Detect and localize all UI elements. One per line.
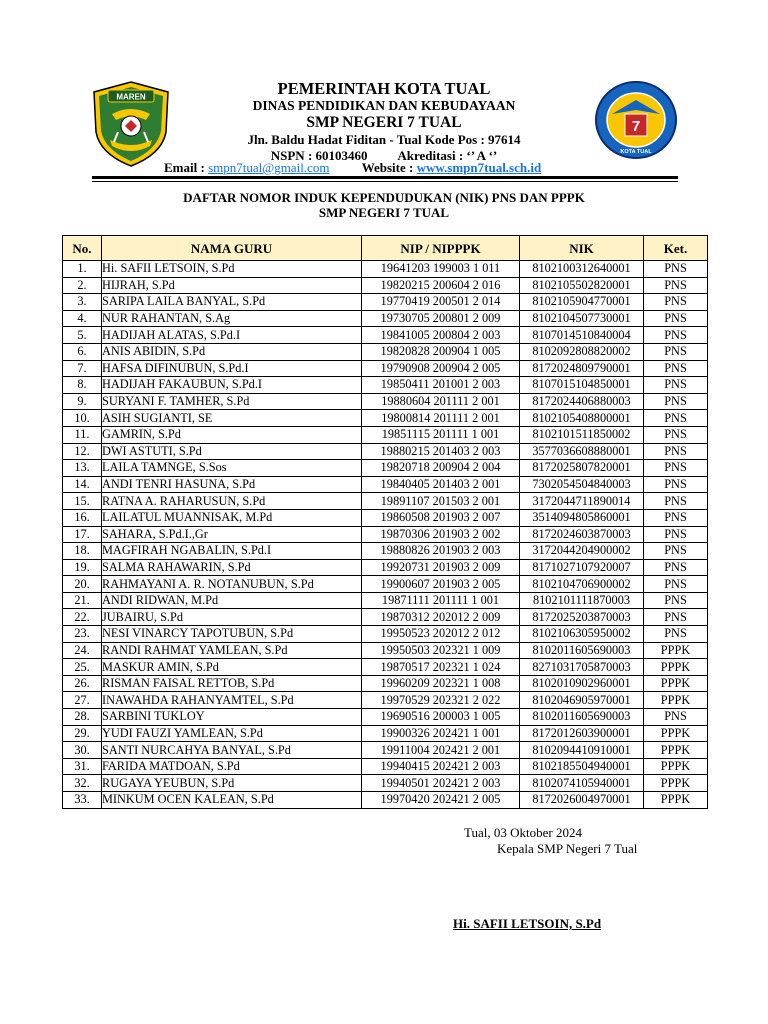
cell-status: PNS (644, 709, 708, 726)
cell-name: HIJRAH, S.Pd (102, 277, 362, 294)
signature-position: Kepala SMP Negeri 7 Tual (497, 841, 638, 856)
cell-nip: 19950523 202012 2 012 (362, 626, 520, 643)
cell-no: 25. (63, 659, 102, 676)
cell-nik: 8271031705870003 (520, 659, 644, 676)
cell-no: 21. (63, 592, 102, 609)
table-row (63, 659, 708, 676)
email-link[interactable]: smpn7tual@gmail.com (208, 160, 330, 175)
cell-status: PNS (644, 460, 708, 477)
table-row (63, 559, 708, 576)
cell-name: SARBINI TUKLOY (102, 709, 362, 726)
cell-no: 27. (63, 692, 102, 709)
cell-name: HAFSA DIFINUBUN, S.Pd.I (102, 360, 362, 377)
cell-name: DWI ASTUTI, S.Pd (102, 443, 362, 460)
cell-status: PNS (644, 592, 708, 609)
cell-name: HADIJAH FAKAUBUN, S.Pd.I (102, 377, 362, 394)
cell-nip: 19800814 201111 2 001 (362, 410, 520, 427)
table-row (63, 443, 708, 460)
table-row (63, 543, 708, 560)
cell-status: PNS (644, 493, 708, 510)
document-title-line2: SMP NEGERI 7 TUAL (318, 205, 450, 220)
cell-name: ANIS ABIDIN, S.Pd (102, 343, 362, 360)
cell-no: 20. (63, 576, 102, 593)
table-row (63, 576, 708, 593)
cell-name: INAWAHDA RAHANYAMTEL, S.Pd (102, 692, 362, 709)
cell-nik: 8102105904770001 (520, 294, 644, 311)
cell-name: SARIPA LAILA BANYAL, S.Pd (102, 294, 362, 311)
table-row (63, 742, 708, 759)
cell-status: PNS (644, 360, 708, 377)
cell-nip: 19940501 202421 2 003 (362, 775, 520, 792)
table-row (63, 692, 708, 709)
cell-name: SURYANI F. TAMHER, S.Pd (102, 393, 362, 410)
cell-status: PPPK (644, 775, 708, 792)
cell-status: PPPK (644, 758, 708, 775)
contact-line (164, 160, 541, 176)
cell-status: PNS (644, 277, 708, 294)
government-name: PEMERINTAH KOTA TUAL (277, 79, 491, 98)
cell-no: 7. (63, 360, 102, 377)
cell-name: ANDI RIDWAN, M.Pd (102, 592, 362, 609)
cell-nik: 8172012603900001 (520, 725, 644, 742)
cell-no: 24. (63, 642, 102, 659)
cell-nik: 8102100312640001 (520, 261, 644, 278)
cell-name: MASKUR AMIN, S.Pd (102, 659, 362, 676)
header-name: NAMA GURU (102, 236, 362, 261)
cell-nik: 3172044711890014 (520, 493, 644, 510)
cell-status: PNS (644, 377, 708, 394)
email-label: Email : (164, 160, 205, 175)
cell-nip: 19790908 200904 2 005 (362, 360, 520, 377)
cell-nip: 19871111 201111 1 001 (362, 592, 520, 609)
cell-nik: 8102101111870003 (520, 592, 644, 609)
nspn-number: NSPN : 60103460 (270, 148, 368, 163)
cell-no: 30. (63, 742, 102, 759)
table-row (63, 725, 708, 742)
cell-nip: 19891107 201503 2 001 (362, 493, 520, 510)
cell-no: 23. (63, 626, 102, 643)
table-header-row (63, 236, 708, 261)
cell-nip: 19870517 202321 1 024 (362, 659, 520, 676)
department-name: DINAS PENDIDIKAN DAN KEBUDAYAAN (252, 98, 516, 113)
table-row (63, 792, 708, 809)
table-row (63, 327, 708, 344)
table-row (63, 526, 708, 543)
cell-no: 13. (63, 460, 102, 477)
cell-nik: 8172025807820001 (520, 460, 644, 477)
cell-name: ASIH SUGIANTI, SE (102, 410, 362, 427)
cell-nik: 8102105502820001 (520, 277, 644, 294)
cell-name: RUGAYA YEUBUN, S.Pd (102, 775, 362, 792)
table-row (63, 592, 708, 609)
cell-nip: 19820828 200904 1 005 (362, 343, 520, 360)
letterhead (150, 79, 618, 164)
cell-status: PPPK (644, 742, 708, 759)
maren-logo-text: MAREN (116, 92, 146, 102)
cell-name: MAGFIRAH NGABALIN, S.Pd.I (102, 543, 362, 560)
table-row (63, 642, 708, 659)
cell-name: NESI VINARCY TAPOTUBUN, S.Pd (102, 626, 362, 643)
cell-status: PPPK (644, 675, 708, 692)
cell-no: 11. (63, 426, 102, 443)
cell-status: PPPK (644, 692, 708, 709)
cell-nip: 19940415 202421 2 003 (362, 758, 520, 775)
cell-no: 33. (63, 792, 102, 809)
table-row (63, 377, 708, 394)
cell-nip: 19960209 202321 1 008 (362, 675, 520, 692)
cell-no: 3. (63, 294, 102, 311)
cell-nip: 19641203 199003 1 011 (362, 261, 520, 278)
cell-status: PNS (644, 543, 708, 560)
cell-nip: 19690516 200003 1 005 (362, 709, 520, 726)
header-nip: NIP / NIPPPK (362, 236, 520, 261)
cell-name: SAHARA, S.Pd.I.,Gr (102, 526, 362, 543)
cell-status: PNS (644, 609, 708, 626)
cell-nik: 8172026004970001 (520, 792, 644, 809)
cell-status: PNS (644, 410, 708, 427)
cell-name: RATNA A. RAHARUSUN, S.Pd (102, 493, 362, 510)
cell-nip: 19970529 202321 2 022 (362, 692, 520, 709)
cell-no: 8. (63, 377, 102, 394)
cell-status: PNS (644, 526, 708, 543)
employee-table (62, 235, 708, 809)
school-name: SMP NEGERI 7 TUAL (306, 114, 462, 131)
cell-nip: 19820718 200904 2 004 (362, 460, 520, 477)
cell-nip: 19850411 201001 2 003 (362, 377, 520, 394)
cell-status: PNS (644, 559, 708, 576)
cell-nik: 8171027107920007 (520, 559, 644, 576)
cell-status: PNS (644, 343, 708, 360)
cell-status: PNS (644, 393, 708, 410)
cell-nik: 8102105408800001 (520, 410, 644, 427)
cell-nip: 19860508 201903 2 007 (362, 509, 520, 526)
cell-name: GAMRIN, S.Pd (102, 426, 362, 443)
table-row (63, 426, 708, 443)
cell-nip: 19841005 200804 2 003 (362, 327, 520, 344)
table-row (63, 509, 708, 526)
cell-nik: 8102010902960001 (520, 675, 644, 692)
cell-no: 4. (63, 310, 102, 327)
table-row (63, 675, 708, 692)
cell-name: RAHMAYANI A. R. NOTANUBUN, S.Pd (102, 576, 362, 593)
table-row (63, 277, 708, 294)
signature-name: Hi. SAFII LETSOIN, S.Pd (453, 916, 602, 931)
cell-status: PNS (644, 576, 708, 593)
cell-nik: 3514094805860001 (520, 509, 644, 526)
cell-nik: 8172024603870003 (520, 526, 644, 543)
document-title-line1: DAFTAR NOMOR INDUK KEPENDUDUKAN (NIK) PNS DAN PPPK (183, 190, 585, 205)
cell-nip: 19870312 202012 2 009 (362, 609, 520, 626)
cell-nip: 19900607 201903 2 005 (362, 576, 520, 593)
cell-name: MINKUM OCEN KALEAN, S.Pd (102, 792, 362, 809)
cell-no: 17. (63, 526, 102, 543)
school-address: Jln. Baldu Hadat Fiditan - Tual Kode Pos : 97614 (247, 132, 521, 147)
cell-nip: 19880215 201403 2 003 (362, 443, 520, 460)
website-link[interactable]: www.smpn7tual.sch.id (416, 160, 542, 175)
cell-nik: 3172044204900002 (520, 543, 644, 560)
cell-nik: 8102074105940001 (520, 775, 644, 792)
cell-nik: 7302054504840003 (520, 476, 644, 493)
cell-name: LAILATUL MUANNISAK, M.Pd (102, 509, 362, 526)
cell-nip: 19770419 200501 2 014 (362, 294, 520, 311)
cell-name: SANTI NURCAHYA BANYAL, S.Pd (102, 742, 362, 759)
cell-no: 32. (63, 775, 102, 792)
cell-name: RANDI RAHMAT YAMLEAN, S.Pd (102, 642, 362, 659)
cell-name: LAILA TAMNGE, S.Sos (102, 460, 362, 477)
cell-name: HADIJAH ALATAS, S.Pd.I (102, 327, 362, 344)
cell-nik: 8172024406880003 (520, 393, 644, 410)
header-status: Ket. (644, 236, 708, 261)
cell-nik: 8102011605690003 (520, 709, 644, 726)
cell-status: PNS (644, 426, 708, 443)
table-body (63, 261, 708, 809)
cell-nip: 19950503 202321 1 009 (362, 642, 520, 659)
cell-no: 10. (63, 410, 102, 427)
cell-no: 2. (63, 277, 102, 294)
table-row (63, 460, 708, 477)
cell-nik: 8102104507730001 (520, 310, 644, 327)
cell-name: FARIDA MATDOAN, S.Pd (102, 758, 362, 775)
cell-status: PPPK (644, 725, 708, 742)
cell-nip: 19870306 201903 2 002 (362, 526, 520, 543)
cell-no: 15. (63, 493, 102, 510)
table-row (63, 294, 708, 311)
smpn7-logo-number: 7 (631, 118, 641, 135)
cell-no: 5. (63, 327, 102, 344)
header-nik: NIK (520, 236, 644, 261)
cell-nip: 19851115 201111 1 001 (362, 426, 520, 443)
letterhead-divider-thick (92, 176, 678, 179)
cell-name: SALMA RAHAWARIN, S.Pd (102, 559, 362, 576)
cell-name: NUR RAHANTAN, S.Ag (102, 310, 362, 327)
cell-nip: 19820215 200604 2 016 (362, 277, 520, 294)
cell-nip: 19880826 201903 2 003 (362, 543, 520, 560)
cell-nik: 8102101511850002 (520, 426, 644, 443)
table-row (63, 360, 708, 377)
table-row (63, 476, 708, 493)
cell-nik: 8172024809790001 (520, 360, 644, 377)
cell-status: PNS (644, 626, 708, 643)
cell-nik: 3577036608880001 (520, 443, 644, 460)
signature-place-date: Tual, 03 Oktober 2024 (464, 825, 582, 840)
cell-status: PNS (644, 310, 708, 327)
table-row (63, 609, 708, 626)
cell-status: PNS (644, 476, 708, 493)
cell-status: PNS (644, 294, 708, 311)
table-row (63, 626, 708, 643)
cell-status: PPPK (644, 792, 708, 809)
table-row (63, 493, 708, 510)
document-title (0, 190, 768, 220)
cell-nip: 19900326 202421 1 001 (362, 725, 520, 742)
table-row (63, 310, 708, 327)
cell-no: 6. (63, 343, 102, 360)
cell-name: ANDI TENRI HASUNA, S.Pd (102, 476, 362, 493)
table-row (63, 261, 708, 278)
cell-name: JUBAIRU, S.Pd (102, 609, 362, 626)
cell-no: 29. (63, 725, 102, 742)
cell-nik: 8107014510840004 (520, 327, 644, 344)
cell-status: PNS (644, 327, 708, 344)
cell-nik: 8102104706900002 (520, 576, 644, 593)
cell-nik: 8102106305950002 (520, 626, 644, 643)
cell-status: PNS (644, 509, 708, 526)
cell-name: YUDI FAUZI YAMLEAN, S.Pd (102, 725, 362, 742)
cell-status: PNS (644, 261, 708, 278)
cell-nik: 8107015104850001 (520, 377, 644, 394)
table-row (63, 343, 708, 360)
table-row (63, 758, 708, 775)
table-row (63, 410, 708, 427)
cell-no: 9. (63, 393, 102, 410)
cell-nip: 19730705 200801 2 009 (362, 310, 520, 327)
cell-nik: 8102046905970001 (520, 692, 644, 709)
table-row (63, 709, 708, 726)
cell-no: 16. (63, 509, 102, 526)
letterhead-divider-thin (92, 181, 678, 182)
cell-no: 31. (63, 758, 102, 775)
header-no: No. (63, 236, 102, 261)
cell-no: 28. (63, 709, 102, 726)
cell-no: 18. (63, 543, 102, 560)
cell-nik: 8102185504940001 (520, 758, 644, 775)
cell-no: 1. (63, 261, 102, 278)
cell-nik: 8102011605690003 (520, 642, 644, 659)
cell-status: PPPK (644, 642, 708, 659)
cell-nik: 8102092808820002 (520, 343, 644, 360)
cell-nip: 19880604 201111 2 001 (362, 393, 520, 410)
cell-no: 14. (63, 476, 102, 493)
cell-nip: 19970420 202421 2 005 (362, 792, 520, 809)
cell-name: Hi. SAFII LETSOIN, S.Pd (102, 261, 362, 278)
accreditation: Akreditasi : ‘’ A ‘’ (397, 148, 498, 163)
cell-nip: 19911004 202421 2 001 (362, 742, 520, 759)
smpn7-logo-text: KOTA TUAL (620, 149, 652, 155)
cell-nip: 19840405 201403 2 001 (362, 476, 520, 493)
table-row (63, 775, 708, 792)
cell-status: PPPK (644, 659, 708, 676)
cell-no: 19. (63, 559, 102, 576)
cell-no: 12. (63, 443, 102, 460)
cell-status: PNS (644, 443, 708, 460)
table-row (63, 393, 708, 410)
website-label: Website : (361, 160, 414, 175)
cell-nik: 8102094410910001 (520, 742, 644, 759)
cell-no: 22. (63, 609, 102, 626)
cell-no: 26. (63, 675, 102, 692)
cell-nip: 19920731 201903 2 009 (362, 559, 520, 576)
cell-nik: 8172025203870003 (520, 609, 644, 626)
cell-name: RISMAN FAISAL RETTOB, S.Pd (102, 675, 362, 692)
